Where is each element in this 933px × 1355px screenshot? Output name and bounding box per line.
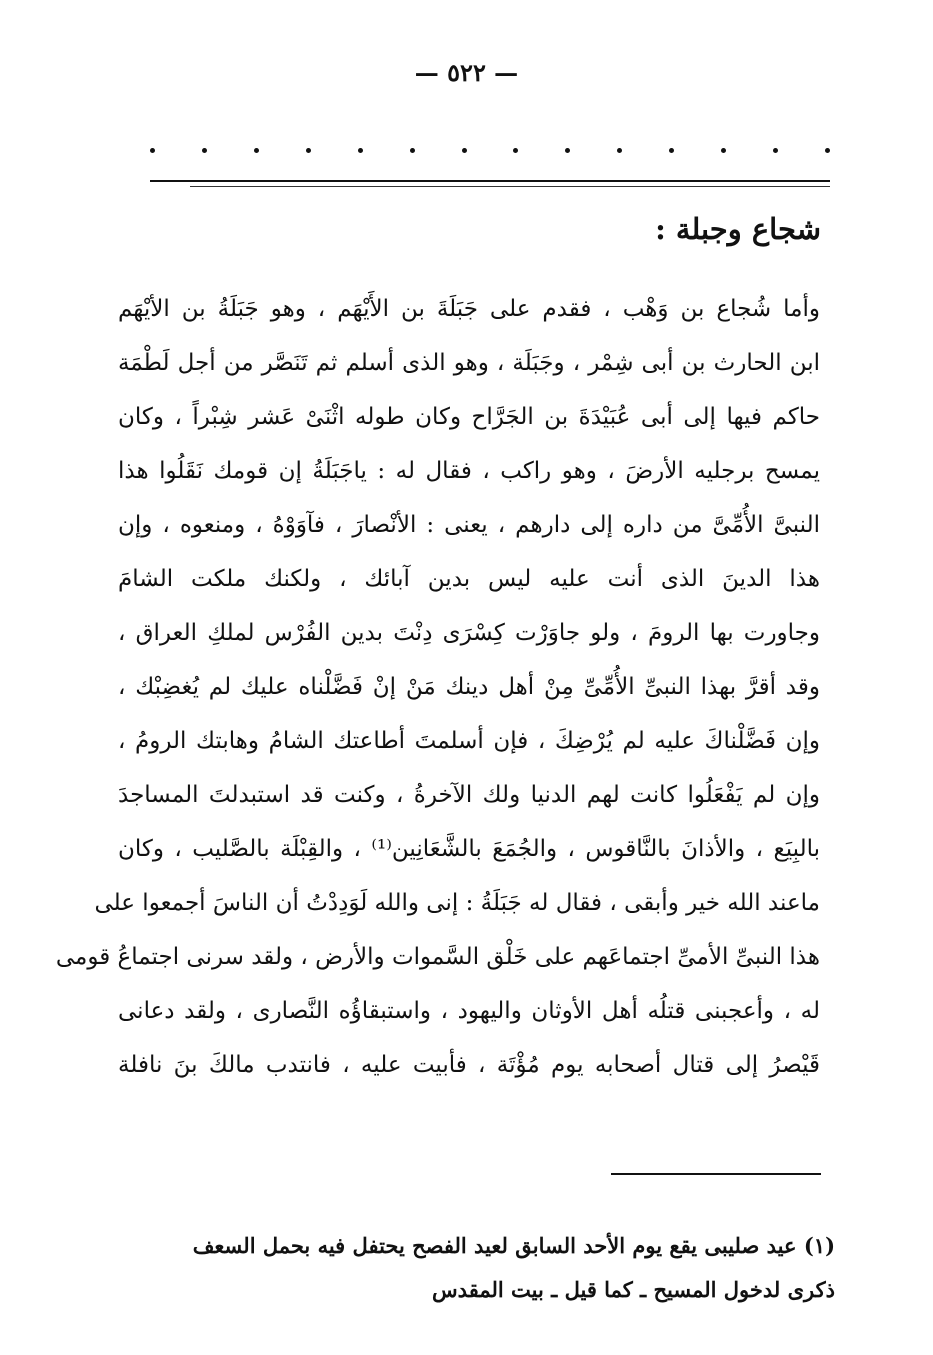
- text-line: النبىَّ الأُمِّىَّ من داره إلى دارهم ، يعنى : الأنْصارَ ، فآوَوْهُ ، ومنعوه ، وإن: [118, 512, 820, 538]
- text-line: هذا النبىِّ الأمىِّ اجتماعَهم على خَلْق السَّموات والأرض ، ولقد سرنى اجتماعُ قومى: [55, 944, 820, 970]
- dot-ornament: [410, 148, 415, 153]
- text-line: قَيْصرُ إلى قتال أصحابه يوم مُؤْتَة ، فأبيت عليه ، فانتدب مالكَ بنَ نافلة: [118, 1052, 820, 1078]
- footnote-line: (١) عيد صليبى يقع يوم الأحد السابق لعيد الفصح يحتفل فيه بحمل السعف: [192, 1233, 835, 1258]
- dot-ornament: [565, 148, 570, 153]
- decorative-dots: [150, 148, 830, 153]
- text-line: له ، وأعجبنى قتلُه أهل الأوثان واليهود ، واستبقاؤُه النَّصارى ، ولقد دعانى: [118, 998, 820, 1024]
- section-heading: شجاع وجبلة :: [655, 212, 821, 246]
- dot-ornament: [306, 148, 311, 153]
- text-line: بالبِيَع ، والأذانَ بالنَّاقوس ، والجُمَعَ بالشَّعَانِين⁽¹⁾ ، والقِبْلَة بالصَّليب ، وكان: [118, 836, 820, 862]
- text-line: وجاورت بها الرومَ ، ولو جاوَرْت كِسْرَى دِنْتَ بدين الفُرْس لملكِ العراق ،: [118, 620, 820, 646]
- dot-ornament: [773, 148, 778, 153]
- dot-ornament: [513, 148, 518, 153]
- dot-ornament: [202, 148, 207, 153]
- text-line: وإن فَضَّلْناكَ عليه لم يُرْضِكَ ، فإن أسلمتَ أطاعتك الشامُ وهابتك الرومُ ،: [118, 728, 820, 754]
- body-text: [55, 282, 820, 1092]
- dot-ornament: [825, 148, 830, 153]
- text-line: وقد أقرَّ بهذا النبىِّ الأُمِّىِّ مِنْ أهل دينك مَنْ إنْ فَضَّلْناه عليك لم يُغضِبْك ،: [118, 674, 820, 700]
- text-line: وإن لم يَفْعَلُوا كانت لهم الدنيا ولك الآخرةُ ، وكنت قد استبدلتَ المساجدَ: [118, 782, 820, 808]
- footnote-line: ذكرى لدخول المسيح ـ كما قيل ـ بيت المقدس: [432, 1277, 835, 1302]
- dot-ornament: [617, 148, 622, 153]
- footnote: [135, 1224, 835, 1312]
- dot-ornament: [254, 148, 259, 153]
- text-line: هذا الدينَ الذى أنت عليه ليس بدين آبائك ، ولكنك ملكت الشامَ: [118, 566, 820, 592]
- header-rule-thin: [190, 186, 830, 187]
- page-number: — ٥٢٢ —: [414, 58, 519, 87]
- text-line: ماعند الله خير وأبقى ، فقال له جَبَلَةُ : إنى والله لَوَدِدْتُ أن الناسَ أجمعوا على: [94, 890, 820, 916]
- dot-ornament: [462, 148, 467, 153]
- footnote-rule: [611, 1173, 821, 1175]
- text-line: وأما شُجاع بن وَهْب ، فقدم على جَبَلَةَ بن الأَيْهَم ، وهو جَبَلَةُ بن الأيْهَم: [118, 296, 820, 322]
- header-rule: [150, 180, 830, 182]
- dot-ornament: [669, 148, 674, 153]
- text-line: حاكم فيها إلى أبى عُبَيْدَةَ بن الجَرَّاح وكان طوله اثْنَىْ عَشر شِبْراً ، وكان: [118, 404, 820, 430]
- dot-ornament: [721, 148, 726, 153]
- dot-ornament: [358, 148, 363, 153]
- text-line: ابن الحارث بن أبى شِمْر ، وجَبَلَة ، وهو الذى أسلم ثم تَنَصَّر من أجل لَطْمَة: [118, 350, 820, 376]
- text-line: يمسح برجليه الأرضَ ، وهو راكب ، فقال له : ياجَبَلَةُ إن قومك نَقَلُوا هذا: [118, 458, 820, 484]
- dot-ornament: [150, 148, 155, 153]
